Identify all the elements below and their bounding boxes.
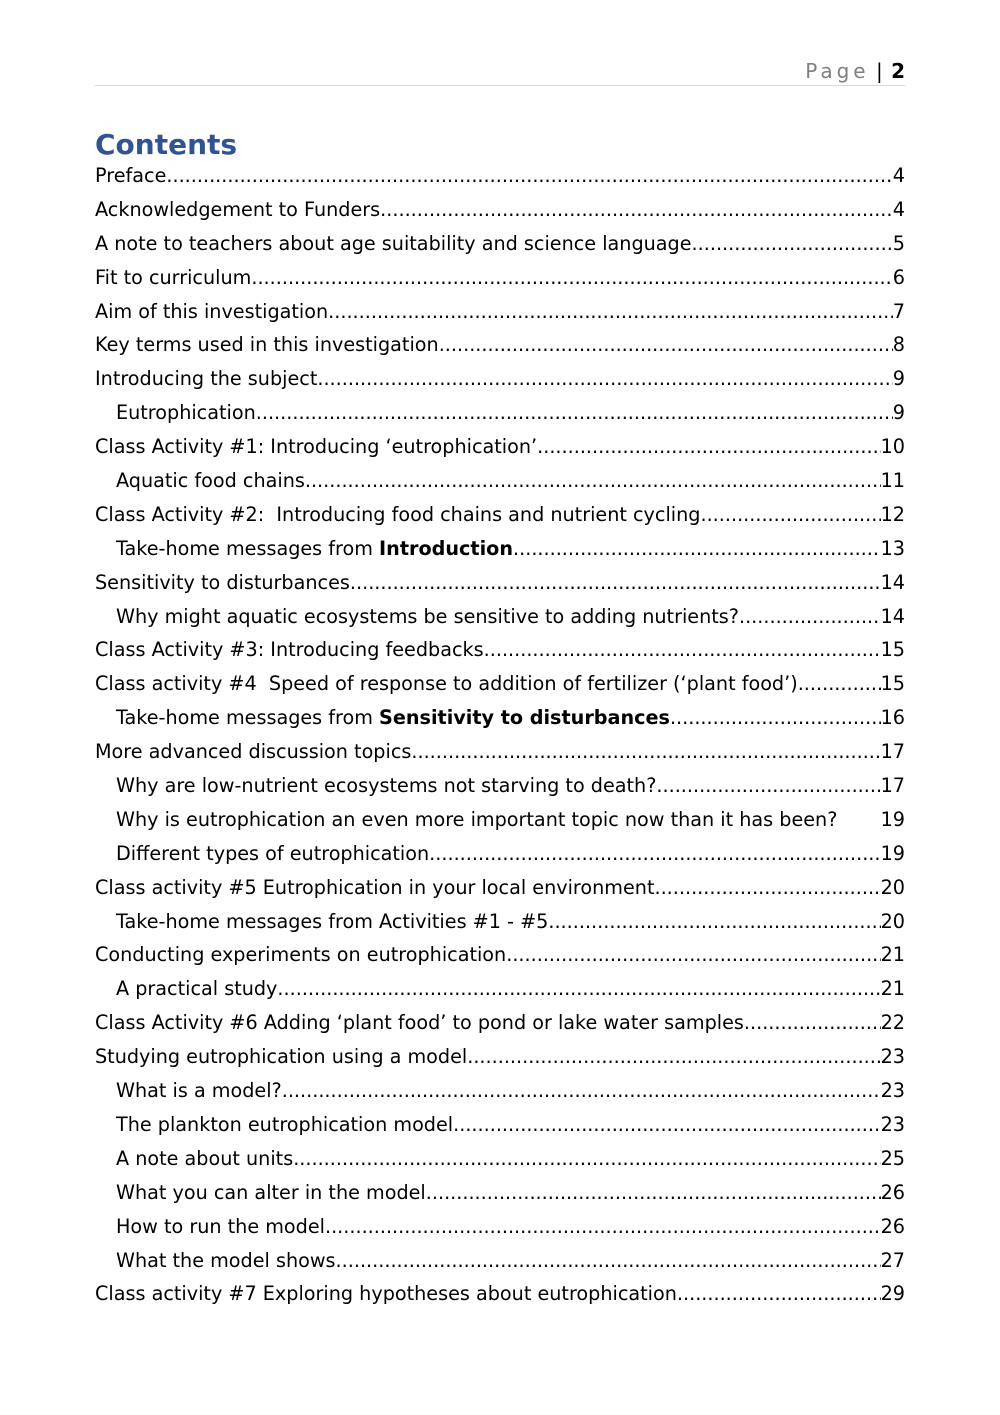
toc-entry-preface[interactable]	[95, 159, 905, 193]
toc-entry-take-home-sensitivity[interactable]	[95, 701, 905, 735]
toc-leader-dots	[439, 328, 893, 362]
toc-entry-text: Fit to curriculum	[95, 265, 252, 289]
page-label: Page	[805, 59, 870, 83]
toc-entry-key-terms[interactable]	[95, 328, 905, 362]
toc-entry-aim[interactable]	[95, 295, 905, 329]
toc-leader-dots	[251, 261, 892, 295]
toc-entry-text: Sensitivity to disturbances	[95, 570, 350, 594]
toc-leader-dots	[670, 701, 881, 735]
toc-entry-text: Class activity #4 Speed of response to addition of fertilizer (‘plant food’)	[95, 672, 798, 696]
toc-entry-acknowledgement[interactable]	[95, 193, 905, 227]
toc-entry-fit-to-curriculum[interactable]	[95, 261, 905, 295]
toc-entry-text: A note about units	[116, 1146, 294, 1170]
toc-entry-text: More advanced discussion topics	[95, 740, 412, 764]
toc-entry-text: Acknowledgement to Funders	[95, 197, 381, 221]
toc-entry-page: 7	[892, 299, 905, 323]
toc-entry-class-activity-3[interactable]	[95, 633, 905, 667]
toc-entry-why-sensitive[interactable]	[95, 600, 905, 634]
toc-entry-text: Introducing the subject	[95, 367, 318, 391]
toc-entry-page: 9	[892, 401, 905, 425]
toc-entry-what-is-model[interactable]	[95, 1074, 905, 1108]
toc-entry-low-nutrient[interactable]	[95, 769, 905, 803]
toc-entry-page: 16	[880, 706, 905, 730]
toc-entry-page: 22	[880, 1011, 905, 1035]
toc-entry-text	[116, 532, 513, 566]
toc-entry-text	[116, 701, 670, 735]
toc-entry-page: 25	[880, 1146, 905, 1170]
toc-entry-text: What you can alter in the model	[116, 1180, 426, 1204]
toc-entry-page: 6	[892, 265, 905, 289]
toc-entry-page: 23	[880, 1112, 905, 1136]
toc-entry-page: 10	[880, 435, 905, 459]
toc-leader-dots	[325, 1210, 881, 1244]
toc-entry-text: Studying eutrophication using a model	[95, 1045, 468, 1069]
toc-entry-class-activity-4[interactable]	[95, 667, 905, 701]
toc-leader-dots	[411, 735, 880, 769]
toc-entry-text: Aim of this investigation	[95, 299, 329, 323]
toc-leader-dots	[328, 295, 893, 329]
page-number: 2	[891, 59, 905, 83]
toc-entry-page: 20	[880, 909, 905, 933]
toc-entry-page: 15	[880, 638, 905, 662]
toc-entry-text: Class activity #5 Eutrophication in your local environment	[95, 875, 655, 899]
toc-entry-page: 23	[880, 1045, 905, 1069]
toc-entry-page: 8	[892, 333, 905, 357]
toc-entry-text-bold: Sensitivity to disturbances	[379, 706, 670, 730]
toc-entry-advanced-topics[interactable]	[95, 735, 905, 769]
toc-entry-take-home-activities[interactable]	[95, 905, 905, 939]
toc-entry-text: Aquatic food chains	[116, 469, 305, 493]
toc-leader-dots	[548, 905, 880, 939]
toc-entry-page: 26	[880, 1214, 905, 1238]
toc-entry-note-to-teachers[interactable]	[95, 227, 905, 261]
toc-entry-page: 4	[892, 164, 905, 187]
toc-leader-dots	[700, 498, 880, 532]
toc-entry-page: 26	[880, 1180, 905, 1204]
toc-leader-dots	[305, 464, 881, 498]
page-header	[95, 58, 905, 86]
toc-entry-page: 12	[880, 502, 905, 526]
toc-leader-dots	[692, 227, 893, 261]
toc-entry-page: 17	[880, 774, 905, 798]
toc-entry-page: 20	[880, 875, 905, 899]
toc-title: Contents	[95, 128, 238, 161]
toc-entry-practical-study[interactable]	[95, 972, 905, 1006]
toc-entry-text: Class Activity #1: Introducing ‘eutrophication’	[95, 435, 538, 459]
toc-entry-text: Key terms used in this investigation	[95, 333, 439, 357]
toc-entry-page: 21	[880, 977, 905, 1001]
toc-entry-text: Why might aquatic ecosystems be sensitive to adding nutrients?	[116, 604, 739, 628]
toc-entry-text: Class Activity #3: Introducing feedbacks	[95, 638, 484, 662]
toc-entry-what-you-can-alter[interactable]	[95, 1176, 905, 1210]
toc-entry-types-eutrophication[interactable]	[95, 837, 905, 871]
toc-leader-dots	[317, 362, 892, 396]
toc-entry-why-important-now[interactable]	[95, 803, 905, 837]
toc-entry-text: The plankton eutrophication model	[116, 1112, 454, 1136]
toc-leader-dots	[277, 972, 880, 1006]
toc-leader-dots	[513, 532, 881, 566]
toc-leader-dots	[429, 837, 880, 871]
toc-leader-dots	[380, 193, 893, 227]
toc-leader-dots	[739, 600, 881, 634]
toc-entry-page: 13	[880, 536, 905, 560]
toc-entry-studying-model[interactable]	[95, 1040, 905, 1074]
toc-leader-dots	[166, 159, 892, 193]
toc-entry-text-plain: Take-home messages from	[116, 706, 380, 730]
toc-leader-dots	[282, 1074, 881, 1108]
toc-entry-text: Take-home messages from Activities #1 - #5	[116, 909, 549, 933]
toc-entry-text: Why are low-nutrient ecosystems not starving to death?	[116, 774, 657, 798]
toc-entry-text: What the model shows	[116, 1248, 336, 1272]
toc-entry-note-units[interactable]	[95, 1142, 905, 1176]
toc-entry-sensitivity[interactable]	[95, 566, 905, 600]
toc-entry-page: 14	[880, 604, 905, 628]
toc-entry-page: 21	[880, 943, 905, 967]
toc-leader-dots	[467, 1040, 880, 1074]
toc-entry-what-model-shows[interactable]	[95, 1244, 905, 1278]
toc-entry-plankton-model[interactable]	[95, 1108, 905, 1142]
toc-entry-page: 27	[880, 1248, 905, 1272]
toc-entry-text: Class Activity #6 Adding ‘plant food’ to pond or lake water samples	[95, 1011, 744, 1035]
toc-entry-text: How to run the model	[116, 1214, 325, 1238]
toc-entry-text: Class Activity #2: Introducing food chains and nutrient cycling	[95, 502, 701, 526]
toc-entry-text-plain: Take-home messages from	[116, 536, 380, 560]
toc-entry-eutrophication[interactable]	[95, 396, 905, 430]
toc-entry-class-activity-6[interactable]	[95, 1006, 905, 1040]
toc-list	[95, 159, 905, 1311]
toc-entry-text: Eutrophication	[116, 401, 256, 425]
toc-entry-how-to-run[interactable]	[95, 1210, 905, 1244]
toc-entry-page: 23	[880, 1079, 905, 1103]
toc-entry-page: 19	[880, 807, 905, 831]
toc-leader-dots	[798, 667, 881, 701]
toc-leader-dots	[537, 430, 880, 464]
toc-entry-page: 19	[880, 841, 905, 865]
toc-leader-dots	[744, 1006, 881, 1040]
toc-entry-aquatic-food-chains[interactable]	[95, 464, 905, 498]
toc-leader-dots	[256, 396, 893, 430]
toc-entry-text: Preface	[95, 164, 167, 187]
toc-entry-class-activity-2[interactable]	[95, 498, 905, 532]
toc-leader-dots	[350, 566, 881, 600]
toc-leader-dots	[654, 871, 880, 905]
toc-leader-dots	[484, 633, 881, 667]
toc-entry-take-home-introduction[interactable]	[95, 532, 905, 566]
toc-entry-text: Different types of eutrophication	[116, 841, 430, 865]
page-separator: |	[875, 59, 883, 83]
toc-entry-page: 4	[892, 197, 905, 221]
toc-entry-page: 15	[880, 672, 905, 696]
toc-leader-dots	[426, 1176, 881, 1210]
toc-entry-conducting-experiments[interactable]	[95, 938, 905, 972]
toc-entry-class-activity-7[interactable]	[95, 1277, 905, 1311]
toc-leader-dots	[453, 1108, 880, 1142]
toc-entry-page: 5	[892, 231, 905, 255]
toc-leader-dots	[336, 1244, 881, 1278]
toc-entry-text: Conducting experiments on eutrophication	[95, 943, 507, 967]
toc-entry-page: 14	[880, 570, 905, 594]
toc-entry-page: 29	[880, 1282, 905, 1306]
toc-entry-page: 9	[892, 367, 905, 391]
toc-entry-text-bold: Introduction	[379, 536, 514, 560]
toc-leader-dots	[293, 1142, 880, 1176]
toc-entry-page: 11	[880, 469, 905, 493]
toc-entry-text: What is a model?	[116, 1079, 282, 1103]
toc-entry-page: 17	[880, 740, 905, 764]
toc-entry-text: Class activity #7 Exploring hypotheses about eutrophication	[95, 1282, 677, 1306]
toc-entry-text: A note to teachers about age suitability and science language	[95, 231, 692, 255]
toc-entry-introducing-subject[interactable]	[95, 362, 905, 396]
toc-leader-dots	[677, 1277, 881, 1311]
toc-entry-text: A practical study	[116, 977, 278, 1001]
toc-leader-dots	[656, 769, 880, 803]
toc-leader-dots	[506, 938, 880, 972]
toc-entry-class-activity-1[interactable]	[95, 430, 905, 464]
toc-entry-class-activity-5[interactable]	[95, 871, 905, 905]
toc-entry-text: Why is eutrophication an even more important topic now than it has been?	[116, 807, 838, 831]
